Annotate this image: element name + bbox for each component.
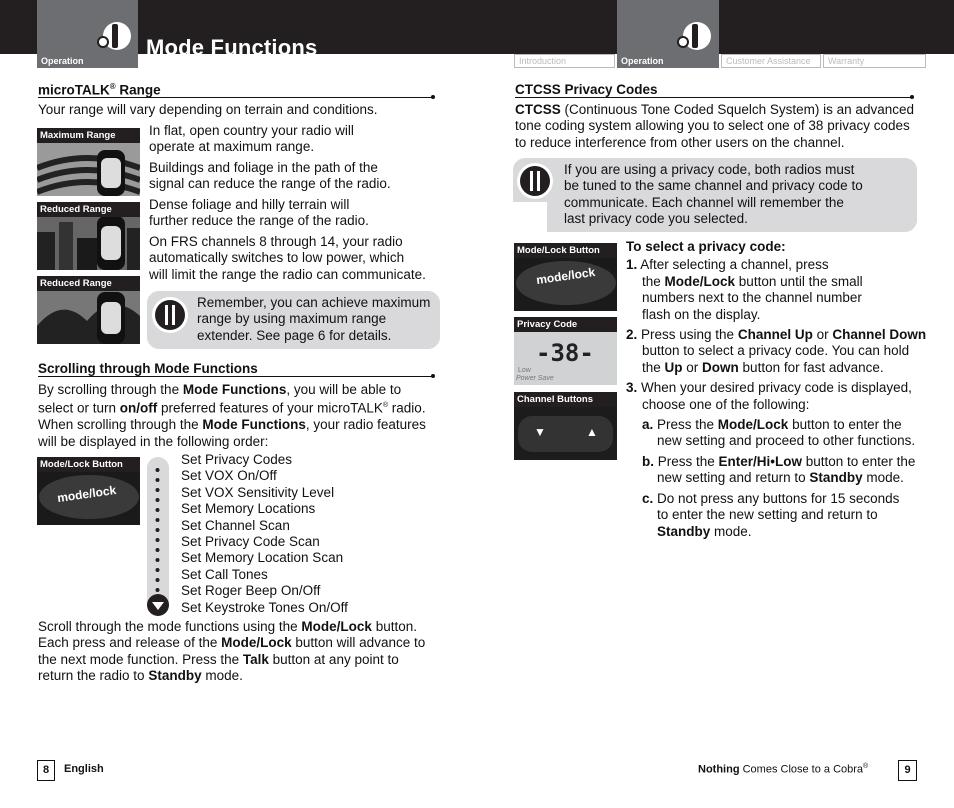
- list-item: Set Roger Beep On/Off: [181, 583, 321, 599]
- scroll-dots: [155, 466, 160, 596]
- note-cutout: [513, 202, 547, 232]
- list-item: Set Privacy Codes: [181, 452, 293, 467]
- list-item: Set VOX Sensitivity Level: [181, 484, 335, 500]
- tab-operation-label: Operation: [621, 56, 664, 66]
- steps-block: To select a privacy code: 1. After selecting a channel, press the Mode/Lock button until the small numbers next to the channel number flash on the display. 2. Press using the Channel Up or Channel Down button to select a privacy code. You can hold the Up or Down button for fast advance. 3. When your desired privacy code is displayed, choose one of the following: a. Press the Mode/Lock button to enter the new setting and proceed to other functions. b. Press the Enter/Hi•Low button to enter the new setting and return to Standby mode. c. Do not press any buttons for 15 seconds to enter the new setting and return to Standby mode.: [626, 239, 927, 539]
- channel-buttons-label: Channel Buttons: [514, 392, 617, 407]
- ctcss-heading: CTCSS Privacy Codes: [515, 82, 658, 97]
- section-rule: [515, 97, 914, 98]
- ctcss-note-text: If you are using a privacy code, both radios must be tuned to the same channel and privacy code to communicate. Each channel will remember the last privacy code you selected.: [564, 162, 863, 227]
- section-rule: [38, 97, 434, 98]
- range-paragraph-4: On FRS channels 8 through 14, your radio automatically switches to low power, which will limit the range the radio can communicate.: [149, 234, 426, 282]
- mode-lock-text: mode/lock: [56, 482, 118, 506]
- mode-lock-text: mode/lock: [535, 264, 597, 288]
- list-item: Set VOX On/Off: [181, 468, 277, 484]
- range-intro: Your range will vary depending on terrain and conditions.: [38, 102, 378, 117]
- max-range-label: Maximum Range: [37, 128, 140, 143]
- arrow-down-icon: [147, 594, 169, 616]
- mode-lock-label: Mode/Lock Button: [514, 243, 617, 258]
- ctcss-intro: CTCSS (Continuous Tone Coded Squelch System) is an advanced tone coding system allowing you to select one of 38 privacy codes to reduce interference from other users on the channel.: [515, 102, 914, 150]
- list-item: Set Keystroke Tones On/Off: [181, 599, 348, 615]
- list-item: Set Channel Scan: [181, 517, 290, 533]
- scroll-outro: Scroll through the mode functions using the Mode/Lock button. Each press and release of the Mode/Lock button will advance to the next mode function. Press the Talk button at any point to return the radio to Standby mode.: [38, 619, 426, 684]
- privacy-code-display-image: [514, 317, 617, 385]
- range-note-text: Remember, you can achieve maximum range by using maximum range extender. See page 6 for details.: [197, 295, 431, 343]
- rule-dot: [431, 95, 435, 99]
- page-title: Mode Functions: [146, 35, 318, 60]
- footer-language: English: [64, 763, 104, 775]
- list-item: Set Privacy Code Scan: [181, 534, 320, 550]
- tab-introduction[interactable]: Introduction: [514, 54, 615, 68]
- ctcss-note-box: [513, 158, 917, 232]
- channel-buttons-image: [514, 392, 617, 460]
- section-rule: [38, 376, 434, 377]
- list-item: Set Memory Locations: [181, 501, 316, 517]
- reduced-range-label: Reduced Range: [37, 202, 140, 217]
- range-note-box: [147, 291, 440, 349]
- reduced-range-hills-image: [37, 276, 140, 344]
- channel-down-icon: ▼: [534, 425, 546, 439]
- tab-operation-right[interactable]: [617, 0, 719, 68]
- reduced-range-city-image: [37, 202, 140, 270]
- page-number: 8: [37, 760, 55, 781]
- tab-customer-assistance[interactable]: Customer Assistance: [721, 54, 821, 68]
- range-paragraph-3: Dense foliage and hilly terrain will further reduce the range of the radio.: [149, 197, 369, 229]
- scroll-intro: By scrolling through the Mode Functions, you will be able to select or turn on/off preferred features of your microTALK® radio. When scrolling through the Mode Functions, your radio features will be displayed in the following order:: [38, 382, 426, 449]
- tab-operation-left[interactable]: [37, 0, 138, 68]
- footer-tagline: Nothing Comes Close to a Cobra®: [698, 763, 869, 776]
- channel-button-panel: [518, 416, 613, 452]
- max-range-image: [37, 128, 140, 196]
- range-heading: microTALK® Range: [38, 82, 161, 98]
- mode-lock-button-image: [514, 243, 617, 311]
- walkie-talkie-icon: [673, 14, 713, 54]
- rule-dot: [910, 95, 914, 99]
- scroll-dots-graphic: [155, 466, 160, 596]
- range-paragraph-1: In flat, open country your radio will operate at maximum range.: [149, 123, 354, 155]
- lcd-power-save: Power Save: [516, 375, 554, 382]
- steps-title: To select a privacy code:: [626, 239, 786, 254]
- mode-lock-label: Mode/Lock Button: [37, 457, 140, 472]
- range-paragraph-2: Buildings and foliage in the path of the signal can reduce the range of the radio.: [149, 160, 391, 192]
- info-icon: [151, 296, 189, 334]
- tab-operation-label: Operation: [41, 56, 84, 66]
- walkie-talkie-icon: [93, 14, 133, 54]
- lcd-privacy-code: -38-: [536, 339, 594, 367]
- lcd-low-indicator: Low: [518, 367, 531, 374]
- mode-lock-button-image: [37, 457, 140, 525]
- privacy-code-label: Privacy Code: [514, 317, 617, 332]
- tab-warranty[interactable]: Warranty: [823, 54, 926, 68]
- info-icon: [516, 162, 554, 200]
- rule-dot: [431, 374, 435, 378]
- mode-function-list: [181, 452, 348, 616]
- list-item: Set Memory Location Scan: [181, 550, 344, 566]
- channel-up-icon: ▲: [586, 425, 598, 439]
- page-number: 9: [898, 760, 917, 781]
- reduced-range-label: Reduced Range: [37, 276, 140, 291]
- scroll-heading: Scrolling through Mode Functions: [38, 361, 258, 376]
- list-item: Set Call Tones: [181, 566, 268, 582]
- header-bar: [0, 0, 954, 54]
